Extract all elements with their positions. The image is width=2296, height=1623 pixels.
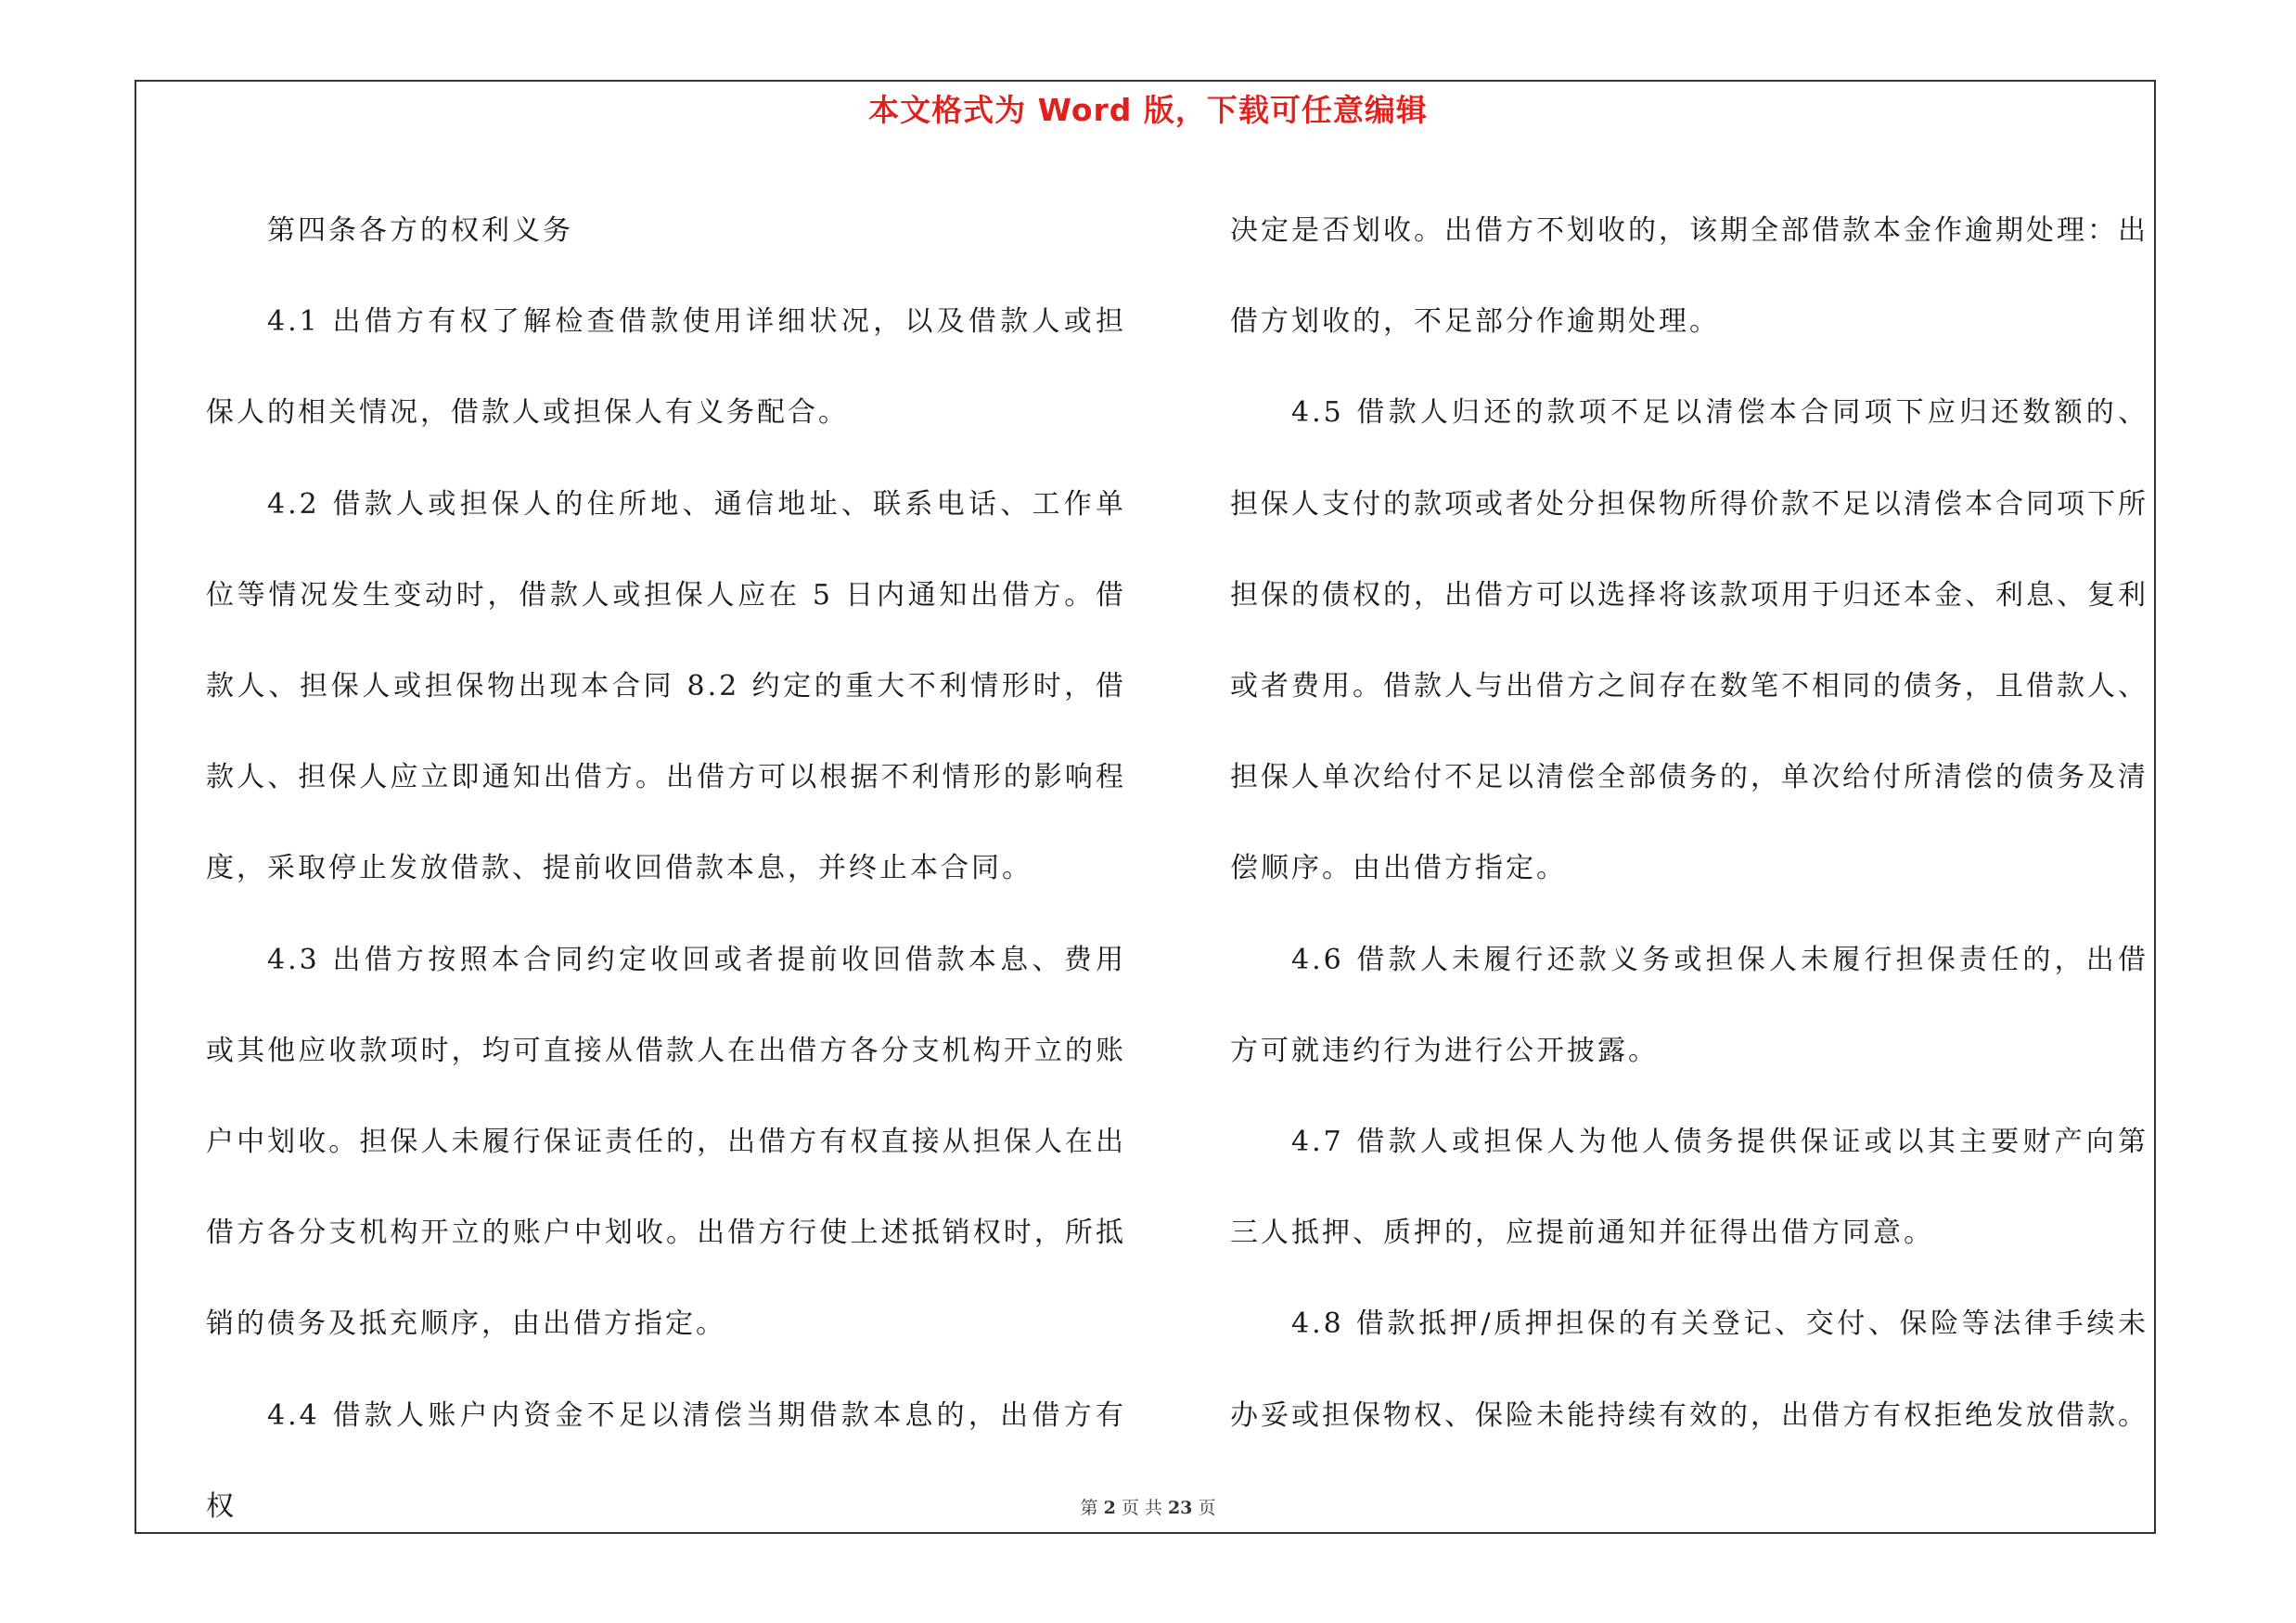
right-column (1230, 186, 2148, 1462)
clause-4-4-start: 4.4 借款人账户内资金不足以清偿当期借款本息的，出借方有权 (206, 1398, 1126, 1523)
current-page-number: 2 (1103, 1498, 1116, 1518)
footer-middle: 页 共 (1121, 1498, 1162, 1518)
clause-4-4-continued: 决定是否划收。出借方不划收的，该期全部借款本金作逾期处理：出借方划收的，不足部分作逾期处理。 (1230, 214, 2148, 339)
format-notice-banner: 本文格式为 Word 版，下载可任意编辑 (868, 92, 1428, 128)
page-footer (0, 1494, 2296, 1519)
clause-4-7: 4.7 借款人或担保人为他人债务提供保证或以其主要财产向第三人抵押、质押的，应提前通知并征得出借方同意。 (1230, 1126, 2148, 1250)
footer-prefix: 第 (1080, 1498, 1098, 1518)
clause-4-3: 4.3 出借方按照本合同约定收回或者提前收回借款本息、费用或其他应收款项时，均可直接从借款人在出借方各分支机构开立的账户中划收。担保人未履行保证责任的，出借方有权直接从担保人在出借方各分支机构开立的账户中划收。出借方行使上述抵销权时，所抵销的债务及抵充顺序，由出借方指定。 (206, 943, 1126, 1341)
clause-4-8: 4.8 借款抵押/质押担保的有关登记、交付、保险等法律手续未办妥或担保物权、保险未能持续有效的，出借方有权拒绝发放借款。 (1230, 1307, 2148, 1432)
footer-suffix: 页 (1198, 1498, 1216, 1518)
clause-4-2: 4.2 借款人或担保人的住所地、通信地址、联系电话、工作单位等情况发生变动时，借款人或担保人应在 5 日内通知出借方。借款人、担保人或担保物出现本合同 8.2 约定的重大不利情形时，借款人、担保人应立即通知出借方。出借方可以根据不利情形的影响程度，采取停止发放借款、提前收回借款本息，并终止本合同。 (206, 487, 1126, 885)
left-column (206, 186, 1126, 1552)
clause-4-5: 4.5 借款人归还的款项不足以清偿本合同项下应归还数额的、担保人支付的款项或者处分担保物所得价款不足以清偿本合同项下所担保的债权的，出借方可以选择将该款项用于归还本金、利息、复利或者费用。借款人与出借方之间存在数笔不相同的债务，且借款人、担保人单次给付不足以清偿全部债务的，单次给付所清偿的债务及清偿顺序。由出借方指定。 (1230, 396, 2148, 885)
clause-4-1: 4.1 出借方有权了解检查借款使用详细状况，以及借款人或担保人的相关情况，借款人或担保人有义务配合。 (206, 305, 1126, 430)
total-page-count: 23 (1167, 1498, 1193, 1518)
article-heading: 第四条各方的权利义务 (267, 214, 573, 247)
clause-4-6: 4.6 借款人未履行还款义务或担保人未履行担保责任的，出借方可就违约行为进行公开披露。 (1230, 943, 2148, 1067)
